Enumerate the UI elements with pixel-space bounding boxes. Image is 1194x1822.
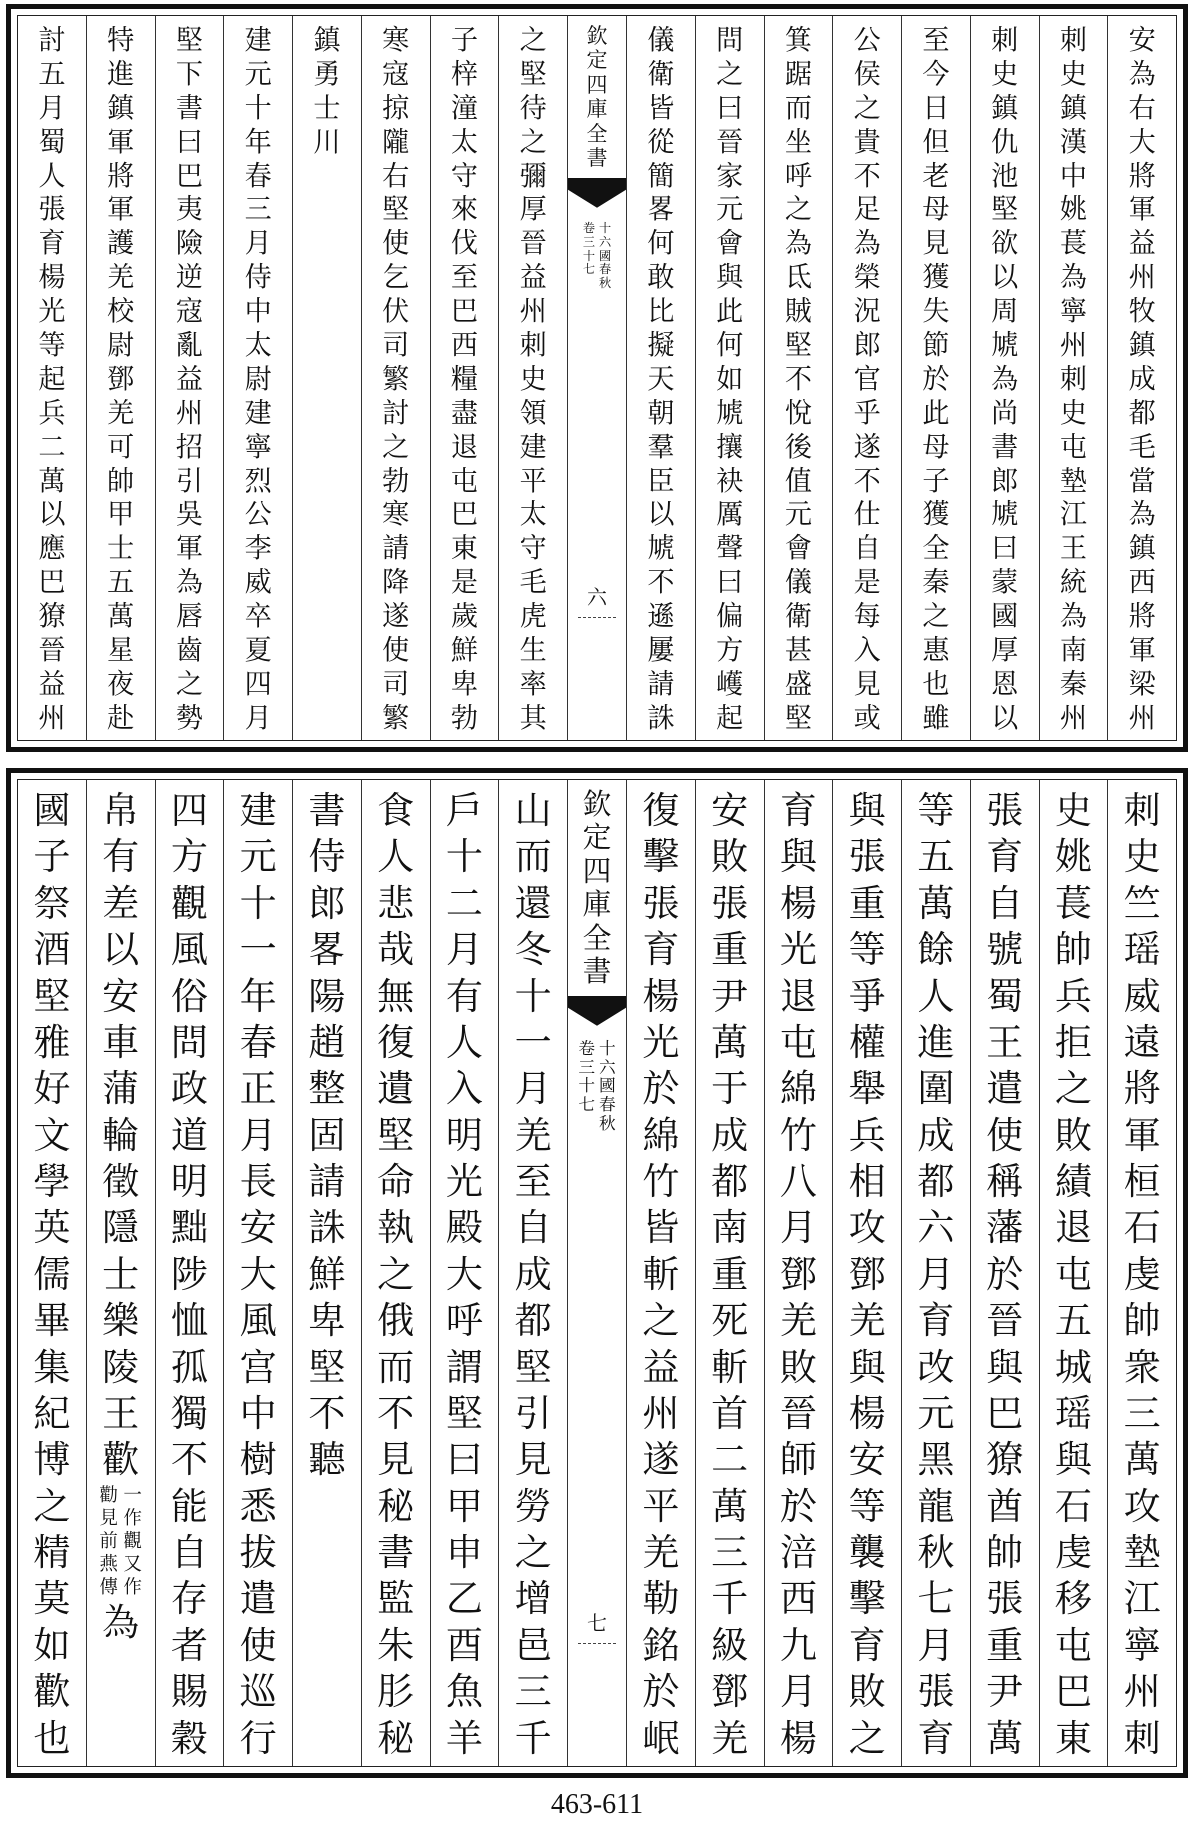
- subtitle-line: 卷 三 十 七: [578, 1039, 595, 1114]
- folio-divider: [578, 617, 616, 618]
- text-column: [155, 780, 224, 1766]
- text-column: [1039, 16, 1108, 740]
- column-text: 復 擊 張 育 楊 光 於 綿 竹 皆 斬 之 益 州 遂 平 羌 勒 銘 於 岷: [642, 789, 680, 1760]
- text-column: [86, 16, 155, 740]
- column-text: 山 而 還 冬 十 一 月 羌 至 自 成 都 堅 引 見 勞 之 增 邑 三 千: [514, 789, 552, 1760]
- text-column: [292, 16, 361, 740]
- column-text: 等 五 萬 餘 人 進 圍 成 都 六 月 育 改 元 黑 龍 秋 七 月 張 育: [917, 789, 955, 1760]
- text-column: [430, 16, 499, 740]
- upper-page: [6, 4, 1188, 752]
- column-text: 討 五 月 蜀 人 張 育 楊 光 等 起 兵 二 萬 以 應 巴 獠 晉 益 州: [38, 25, 66, 734]
- text-column: [18, 780, 86, 1766]
- column-text: 安 敗 張 重 尹 萬 于 成 都 南 重 死 斬 首 二 萬 三 千 級 鄧 羌: [711, 789, 749, 1760]
- block-center-column: [567, 780, 626, 1766]
- column-text-tail: 為: [102, 1600, 140, 1644]
- upper-page-frame: [17, 15, 1177, 741]
- column-text: 食 人 悲 哉 無 復 遺 堅 命 執 之 俄 而 不 見 秘 書 監 朱 肜 秘: [377, 789, 415, 1760]
- note-line: 勸 見 前 燕 傳: [99, 1484, 118, 1599]
- chapter-subtitle: [583, 222, 611, 290]
- folio-divider: [578, 1643, 616, 1644]
- text-column: [970, 16, 1039, 740]
- column-text: 堅 下 書 曰 巴 夷 險 逆 寇 亂 益 州 招 引 吳 軍 為 唇 齒 之 勢: [175, 25, 203, 734]
- column-text: 建 元 十 一 年 春 正 月 長 安 大 風 宫 中 樹 悉 拔 遣 使 巡 行: [239, 789, 277, 1760]
- text-column: [498, 16, 567, 740]
- column-text: 子 梓 潼 太 守 來 伐 至 巴 西 糧 盡 退 屯 巴 東 是 歲 鮮 卑 勃: [450, 25, 478, 734]
- book-title: 欽 定 四 庫 全 書: [582, 787, 612, 988]
- interlinear-note: [99, 1484, 143, 1600]
- folio-number: 六: [587, 585, 607, 609]
- column-text: 儀 衛 皆 從 簡 畧 何 敢 比 擬 天 朝 羣 臣 以 虓 不 遜 屢 請 誅: [647, 25, 675, 734]
- column-text: 戶 十 二 月 有 人 入 明 光 殿 大 呼 謂 堅 曰 甲 申 乙 酉 魚 羊: [445, 789, 483, 1760]
- column-text: 之 堅 待 之 彌 厚 晉 益 州 刺 史 領 建 平 太 守 毛 虎 生 率 其: [519, 25, 547, 734]
- column-text: 國 子 祭 酒 堅 雅 好 文 學 英 儒 畢 集 紀 博 之 精 莫 如 歡 也: [33, 789, 71, 1760]
- column-text: 書 侍 郎 畧 陽 趙 整 固 請 誅 鮮 卑 堅 不 聽: [308, 789, 346, 1482]
- lower-page-frame: [17, 779, 1177, 1767]
- text-column: [626, 780, 695, 1766]
- column-text: 史 姚 萇 帥 兵 拒 之 敗 績 退 屯 五 城 瑶 與 石 虔 移 屯 巴 東: [1054, 789, 1092, 1760]
- text-column: [764, 780, 833, 1766]
- text-column: [626, 16, 695, 740]
- column-text: 刺 史 竺 瑶 威 遠 將 軍 桓 石 虔 帥 衆 三 萬 攻 墊 江 寧 州 刺: [1123, 789, 1161, 1760]
- text-column: [764, 16, 833, 740]
- text-column: [361, 780, 430, 1766]
- column-text: 公 侯 之 貴 不 足 為 榮 況 郎 官 乎 遂 不 仕 自 是 每 入 見 或: [853, 25, 881, 734]
- text-column: [1039, 780, 1108, 1766]
- subtitle-line: 十 六 國 春 秋: [599, 1039, 616, 1133]
- subtitle-line: 十 六 國 春 秋: [599, 221, 612, 290]
- text-column: [832, 780, 901, 1766]
- text-column: [1107, 16, 1176, 740]
- text-column: [695, 780, 764, 1766]
- column-text: 箕 踞 而 坐 呼 之 為 氐 賊 堅 不 悅 後 值 元 會 儀 衛 甚 盛 堅: [784, 25, 812, 734]
- fishtail-ornament-icon: [568, 996, 626, 1030]
- column-text: 張 育 自 號 蜀 王 遣 使 稱 藩 於 晉 與 巴 獠 酋 帥 張 重 尹 萬: [986, 789, 1024, 1760]
- column-text: 與 張 重 等 爭 權 舉 兵 相 攻 鄧 羌 與 楊 安 等 襲 擊 育 敗 之: [848, 789, 886, 1760]
- text-column: [1107, 780, 1176, 1766]
- text-column: [155, 16, 224, 740]
- column-text: 寒 寇 掠 隴 右 堅 使 乞 伏 司 繁 討 之 勃 寒 請 降 遂 使 司 繁: [382, 25, 410, 734]
- column-text: 帛 有 差 以 安 車 蒲 輪 徵 隱 士 樂 陵 王 歡: [102, 789, 140, 1482]
- column-text: 四 方 觀 風 俗 問 政 道 明 黜 陟 恤 孤 獨 不 能 自 存 者 賜 穀: [170, 789, 208, 1760]
- book-title: 欽 定 四 庫 全 書: [586, 23, 608, 171]
- column-text: 刺 史 鎮 仇 池 堅 欲 以 周 虓 為 尚 書 郎 虓 曰 蒙 國 厚 恩 以: [991, 25, 1019, 734]
- text-column: [430, 780, 499, 1766]
- fishtail-ornament-icon: [568, 178, 626, 212]
- column-text: 問 之 曰 晉 家 元 會 與 此 何 如 虓 攘 袂 厲 聲 曰 偏 方 㠛 起: [716, 25, 744, 734]
- text-column: [18, 16, 86, 740]
- text-column: [901, 16, 970, 740]
- note-line: 一 作 觀 又 作: [123, 1484, 142, 1599]
- folio-number: 七: [587, 1611, 607, 1635]
- text-column: [901, 780, 970, 1766]
- text-column: [498, 780, 567, 1766]
- subtitle-line: 卷 三 十 七: [582, 221, 595, 277]
- text-column: [361, 16, 430, 740]
- column-text: 刺 史 鎮 漢 中 姚 萇 為 寧 州 刺 史 屯 墊 江 王 統 為 南 秦 州: [1059, 25, 1087, 734]
- lower-page: [6, 768, 1188, 1778]
- text-column: [970, 780, 1039, 1766]
- block-center-column: [567, 16, 626, 740]
- text-column: [86, 780, 155, 1766]
- column-text: 建 元 十 年 春 三 月 侍 中 太 尉 建 寧 烈 公 李 威 卒 夏 四 月: [244, 25, 272, 734]
- text-column: [695, 16, 764, 740]
- text-column: [832, 16, 901, 740]
- text-column: [223, 16, 292, 740]
- column-text: 育 與 楊 光 退 屯 綿 竹 八 月 鄧 羌 敗 晉 師 於 涪 西 九 月 楊: [779, 789, 817, 1760]
- page-number-footer: 463-611: [550, 1789, 644, 1820]
- text-column: [292, 780, 361, 1766]
- column-text: 特 進 鎮 軍 將 軍 護 羌 校 尉 鄧 羌 可 帥 甲 士 五 萬 星 夜 赴: [107, 25, 135, 734]
- column-text: 安 為 右 大 將 軍 益 州 牧 鎮 成 都 毛 當 為 鎮 西 將 軍 梁 州: [1128, 25, 1156, 734]
- column-text: 至 今 日 但 老 母 見 獲 失 節 於 此 母 子 獲 全 秦 之 惠 也 雖: [922, 25, 950, 734]
- text-column: [223, 780, 292, 1766]
- chapter-subtitle: [578, 1040, 615, 1133]
- column-text: 鎮 勇 士 川: [313, 25, 341, 158]
